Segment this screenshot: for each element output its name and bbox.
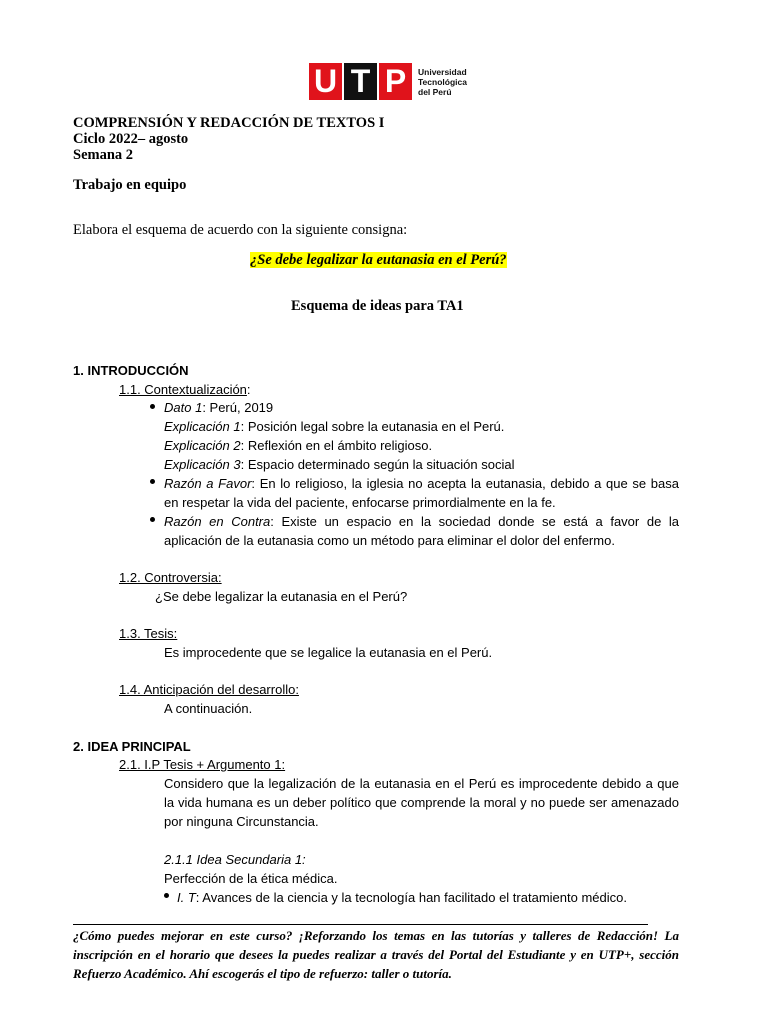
instruction-text: Elabora el esquema de acuerdo con la siguiente consigna: xyxy=(73,222,408,238)
secondary-idea-text: Perfección de la ética médica. xyxy=(164,871,338,886)
bullet-dot xyxy=(150,404,155,409)
main-idea-heading: 2. IDEA PRINCIPAL xyxy=(73,739,191,754)
argument-text: Considero que la legalización de la eutanasia en el Perú es improcedente debido a que la vida humana es un deber político que comprende la moral y no puede ser amenazado por ninguna Circunstancia. xyxy=(164,776,679,829)
question-highlight: ¿Se debe legalizar la eutanasia en el Perú? xyxy=(250,252,507,268)
logo-letter-t: T xyxy=(344,63,377,100)
logo-wordmark: Universidad Tecnológica del Perú xyxy=(418,66,467,97)
context-label: 1.1. Contextualización: xyxy=(119,382,251,397)
explanation-2: Explicación 2: Reflexión en el ámbito religioso. xyxy=(164,438,433,453)
topic-idea-line: I. T: Avances de la ciencia y la tecnología han facilitado el tratamiento médico. xyxy=(177,890,627,905)
anticipation-text: A continuación. xyxy=(164,701,253,716)
explanation-1: Explicación 1: Posición legal sobre la eutanasia en el Perú. xyxy=(164,419,505,434)
scheme-title: Esquema de ideas para TA1 xyxy=(291,298,464,314)
logo-letter-p: P xyxy=(379,63,412,100)
secondary-idea-label: 2.1.1 Idea Secundaria 1: xyxy=(164,852,306,867)
footer-divider xyxy=(73,924,648,925)
bullet-dot xyxy=(150,517,155,522)
explanation-3: Explicación 3: Espacio determinado según la situación social xyxy=(164,457,515,472)
anticipation-label: 1.4. Anticipación del desarrollo: xyxy=(119,682,299,697)
bullet-dot xyxy=(164,893,169,898)
utp-logo xyxy=(309,63,467,100)
utp-logo-mark xyxy=(309,63,412,100)
reason-favor: Razón a Favor: En lo religioso, la iglesia no acepta la eutanasia, debido a que se basa en respetar la vida del paciente, enfocarse primordialmente en la fe. xyxy=(164,476,679,510)
work-type-label: Trabajo en equipo xyxy=(73,177,187,193)
controversy-label: 1.2. Controversia: xyxy=(119,570,222,585)
course-title: COMPRENSIÓN Y REDACCIÓN DE TEXTOS I xyxy=(73,115,385,131)
reason-contra: Razón en Contra: Existe un espacio en la sociedad donde se está a favor de la aplicación de la eutanasia como un método para eliminar el dolor del enfermo. xyxy=(164,514,680,548)
main-idea-sublabel: 2.1. I.P Tesis + Argumento 1: xyxy=(119,757,286,772)
thesis-label: 1.3. Tesis: xyxy=(119,626,178,641)
dato-line: Dato 1: Perú, 2019 xyxy=(164,400,274,415)
footer-note: ¿Cómo puedes mejorar en este curso? ¡Reforzando los temas en las tutorías y talleres de Redacción! La inscripción en el horario que desees la puedes realizar a través del Portal del Estudiante y en UTP+, sección Refuerzo Académico. Ahí escogerás el tipo de refuerzo: taller o tutoría. xyxy=(73,928,679,981)
controversy-text: ¿Se debe legalizar la eutanasia en el Perú? xyxy=(155,589,408,604)
cycle-label: Ciclo 2022– agosto xyxy=(73,131,189,147)
bullet-dot xyxy=(150,479,155,484)
week-label: Semana 2 xyxy=(73,147,134,163)
thesis-text: Es improcedente que se legalice la eutanasia en el Perú. xyxy=(164,645,493,660)
intro-heading: 1. INTRODUCCIÓN xyxy=(73,363,189,378)
logo-letter-u: U xyxy=(309,63,342,100)
